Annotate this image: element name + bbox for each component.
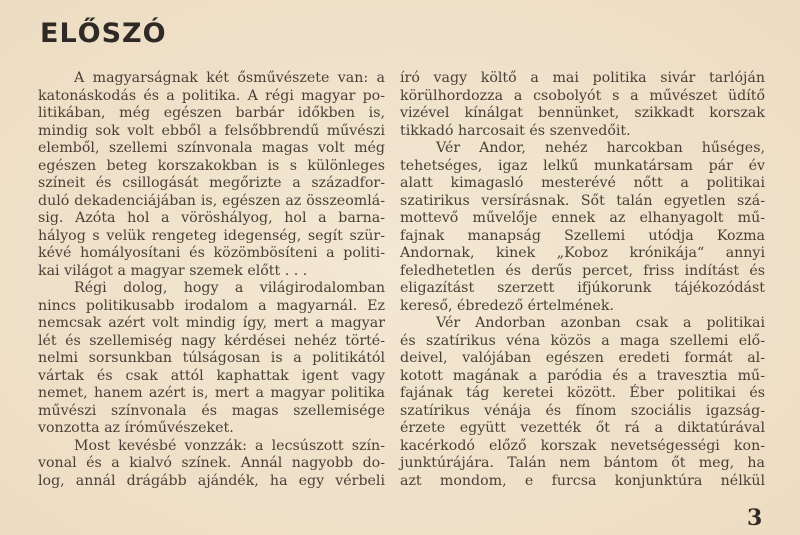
text-line: nemcsak azért volt mindig így, mert a magyar: [38, 315, 385, 331]
text-line: művészi színvonala és magas szellemisége: [38, 402, 385, 419]
text-line: nincs politikusabb irodalom a magyarnál. Ez: [38, 297, 385, 314]
right-column: [400, 70, 765, 490]
text-line: Vér Andorban azonban csak a politikai: [436, 315, 765, 331]
text-line: fajának tág keretei között. Éber politikai és: [400, 385, 765, 401]
text-line: Régi dolog, hogy a világirodalomban: [74, 280, 385, 296]
text-line: kai világot a magyar szemek előtt . . .: [38, 262, 308, 279]
text-line: Andornak, kinek „Koboz krónikája“ annyi: [400, 245, 765, 261]
text-line: szatirikus versírásnak. Sőt talán egyetlen szá-: [400, 192, 765, 209]
text-line: mottevő művelője ennek az elhanyagolt mű-: [400, 210, 765, 226]
text-line: katonáskodás és a politika. A régi magyar po-: [38, 87, 385, 104]
text-line: deivel, valójában egészen eredeti formát al-: [400, 350, 765, 366]
text-line: tehetséges, igaz lelkű munkatársam pár év: [400, 157, 765, 174]
text-line: tikkadó harcosait és szenvedőit.: [400, 122, 631, 139]
text-line: író vagy költő a mai politika sivár tarlóján: [400, 70, 765, 86]
text-line: junktúrájára. Talán nem bántom őt meg, ha: [400, 455, 765, 471]
text-line: körülhordozza a csobolyót s a művészet üdítő: [400, 87, 765, 104]
text-line: fajnak manapság Szellemi utódja Kozma: [400, 227, 765, 244]
text-line: vártak és csak attól kaphattak igent vagy: [38, 367, 385, 384]
text-line: és szatírikus véna közös a maga szellemi elő-: [400, 332, 765, 349]
text-line: vonzotta az íróművészeket.: [38, 420, 234, 436]
page-title: ELŐSZÓ: [40, 18, 167, 49]
text-line: A magyarságnak két ősművészete van: a: [74, 70, 385, 86]
text-line: érzete együtt vezették őt rá a diktatúrával: [400, 420, 765, 436]
text-line: vizével kínálgat bennünket, szikkadt korszak: [400, 105, 765, 121]
text-line: mindig sok volt ebből a felsőbbrendű művészi: [38, 122, 385, 139]
text-line: lét és szellemiség nagy kérdései nehéz törté-: [38, 332, 385, 349]
text-line: hályog s velük rengeteg idegenség, segít szür-: [38, 227, 385, 244]
text-line: Most kevésbé vonzzák: a lecsúszott szín-: [74, 437, 385, 454]
text-line: egészen beteg korszakokban is s különleges: [38, 157, 385, 174]
page-number: 3: [747, 505, 763, 531]
text-line: kacérkodó előző korszak nevetségességi kon-: [400, 437, 765, 454]
text-line: színeit és csillogását megőrizte a századfor-: [38, 175, 385, 191]
text-line: kotott magának a paródia és a travesztia mű-: [400, 367, 765, 384]
text-line: Vér Andor, nehéz harcokban hűséges,: [436, 140, 765, 156]
text-line: litikában, még egészen barbár időkben is,: [38, 105, 385, 121]
text-line: sig. Azóta hol a vöröshályog, hol a barna-: [38, 210, 385, 226]
text-line: alatt kimagasló mesterévé nőtt a politikai: [400, 175, 765, 191]
text-line: kereső, ébredező értelmének.: [400, 297, 614, 314]
text-line: eligazítást szerzett ifjúkorunk tájékozódást: [400, 280, 765, 296]
text-line: nemet, hanem azért is, mert a magyar politika: [38, 385, 385, 401]
left-column: [38, 70, 385, 490]
text-line: kévé homályosítani és közömbösíteni a politi-: [38, 245, 385, 261]
text-line: szatírikus vénája és fínom szociális igazság-: [400, 402, 765, 419]
text-line: feledhetetlen és derűs percet, friss indítást és: [400, 262, 765, 279]
text-line: duló dekadenciájában is, egészen az összeomlá-: [38, 192, 385, 209]
text-line: elemből, szellemi színvonala magas volt még: [38, 140, 385, 156]
text-line: vonal és a kialvó színek. Annál nagyobb do-: [38, 455, 385, 471]
text-line: nelmi sorsunkban túlságosan is a politikától: [38, 350, 385, 366]
text-line: log, annál drágább ajándék, ha egy vérbeli: [38, 472, 385, 489]
text-line: azt mondom, e furcsa konjunktúra nélkül: [400, 472, 765, 489]
